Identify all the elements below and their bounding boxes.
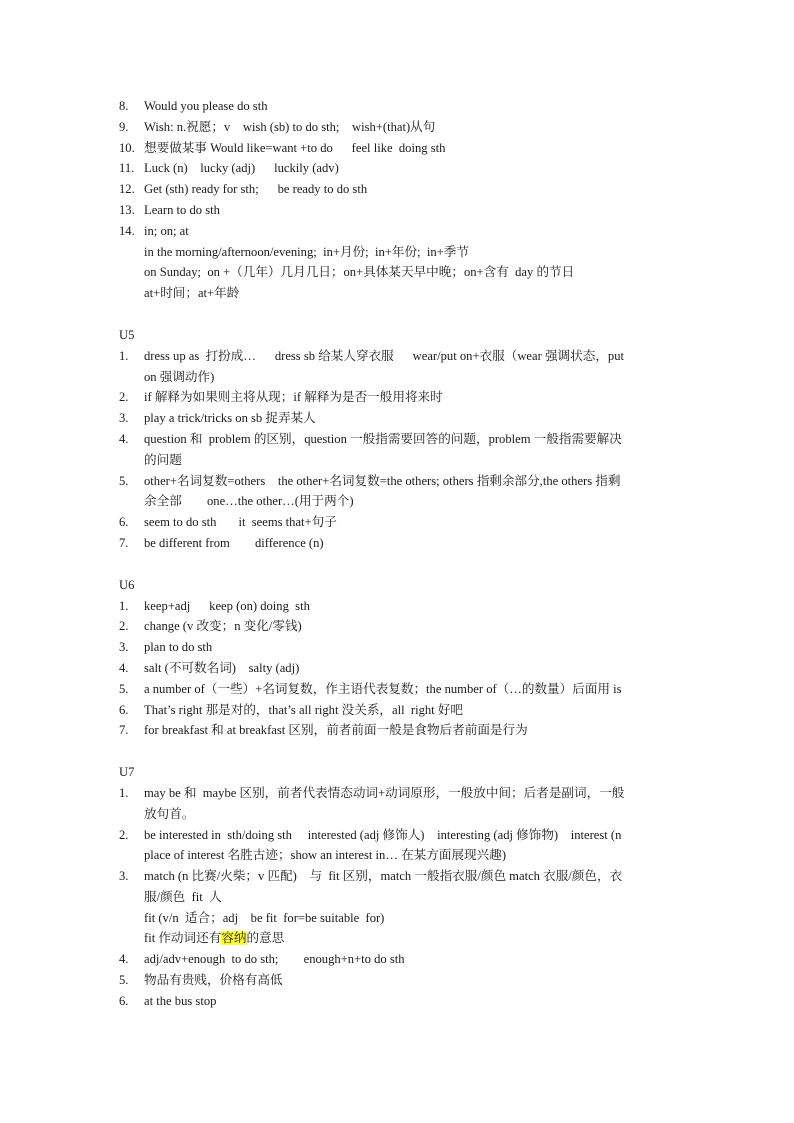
item-text-line: Get (sth) ready for sth; be ready to do sth	[144, 182, 368, 197]
list-item	[0, 158, 794, 179]
section-heading: U6	[119, 577, 135, 592]
item-number: 2.	[119, 827, 129, 842]
item-text-line: 想要做某事 Would like=want +to do feel like doing sth	[144, 140, 446, 155]
item-text-line: plan to do sth	[144, 640, 213, 655]
list-item	[0, 117, 794, 138]
list-item	[0, 200, 794, 221]
document-page	[0, 96, 794, 1012]
item-text-line: 的问题	[144, 452, 182, 467]
item-number: 5.	[119, 681, 129, 696]
list-item	[0, 825, 794, 867]
item-text-line: in; on; at	[144, 223, 189, 238]
item-text-line: Would you please do sth	[144, 99, 268, 113]
item-number: 9.	[119, 119, 129, 134]
list-item	[0, 533, 794, 554]
item-number: 3.	[119, 411, 129, 426]
item-text-line: match (n 比赛/火柴；v 匹配) 与 fit 区别，match 一般指衣服/颜色 match 衣服/颜色，衣	[144, 869, 623, 884]
item-text-line: keep+adj keep (on) doing sth	[144, 598, 310, 613]
list-item	[0, 658, 794, 679]
item-text-line: place of interest 名胜古迹；show an interest in… 在某方面展现兴趣)	[144, 848, 507, 863]
item-number: 6.	[119, 702, 129, 717]
item-text-fragment: 的意思	[246, 931, 285, 946]
item-list	[0, 596, 794, 742]
list-item	[0, 949, 794, 970]
item-number: 14.	[119, 223, 135, 238]
highlighted-text: 容纳	[221, 931, 247, 946]
item-text-line: on Sunday; on +（几年）几月几日；on+具体某天早中晚；on+含有 day 的节日	[144, 265, 575, 280]
item-text-line: at the bus stop	[144, 993, 217, 1008]
section-u5	[0, 325, 794, 554]
item-text-line: be interested in sth/doing sth interested (adj 修饰人) interesting (adj 修饰物) interest (n	[144, 827, 622, 842]
item-number: 12.	[119, 182, 135, 197]
item-text-line: Wish: n.祝愿；v wish (sb) to do sth; wish+(that)从句	[144, 119, 436, 134]
item-number: 10.	[119, 140, 135, 155]
list-item	[0, 471, 794, 513]
item-text-line: other+名词复数=others the other+名词复数=the others; others 指剩余部分,the others 指剩	[144, 473, 621, 488]
item-text-line: That’s right 那是对的，that’s all right 没关系，all right 好吧	[144, 702, 464, 717]
list-item	[0, 637, 794, 658]
section-intro	[0, 96, 794, 304]
list-item	[0, 429, 794, 471]
item-number: 2.	[119, 619, 129, 634]
list-item	[0, 387, 794, 408]
item-text-line: salt (不可数名词) salty (adj)	[144, 660, 300, 675]
item-number: 8.	[119, 99, 129, 113]
list-item	[0, 138, 794, 159]
item-number: 11.	[119, 161, 135, 176]
item-number: 3.	[119, 640, 129, 655]
item-text-line: for breakfast 和 at breakfast 区别，前者前面一般是食物后者前面是行为	[144, 723, 528, 738]
item-number: 13.	[119, 202, 135, 217]
list-item	[0, 700, 794, 721]
item-text-line: 放句首。	[144, 806, 195, 821]
item-number: 7.	[119, 535, 129, 550]
list-item	[0, 408, 794, 429]
item-text-line: if 解释为如果则主将从现；if 解释为是否一般用将来时	[144, 390, 443, 405]
list-item	[0, 970, 794, 991]
list-item	[0, 783, 794, 825]
item-number: 7.	[119, 723, 129, 738]
item-text-line: change (v 改变；n 变化/零钱)	[144, 619, 302, 634]
item-text-line: fit (v/n 适合；adj be fit for=be suitable for)	[144, 910, 385, 925]
item-text-line: play a trick/tricks on sb 捉弄某人	[144, 411, 316, 426]
list-item	[0, 512, 794, 533]
item-number: 5.	[119, 473, 129, 488]
item-number: 4.	[119, 952, 129, 967]
item-text-line: a number of（一些）+名词复数，作主语代表复数；the number of（…的数量）后面用 is	[144, 681, 622, 696]
list-item	[0, 346, 794, 388]
item-text-line: 余全部 one…the other…(用于两个)	[144, 494, 354, 509]
item-number: 4.	[119, 431, 129, 446]
list-item	[0, 866, 794, 949]
section-heading: U7	[119, 765, 135, 780]
item-text-line: 物品有贵贱，价格有高低	[144, 973, 283, 988]
list-item	[0, 679, 794, 700]
list-item	[0, 991, 794, 1012]
item-text-line: dress up as 打扮成… dress sb 给某人穿衣服 wear/put on+衣服（wear 强调状态，put	[144, 348, 625, 363]
item-number: 2.	[119, 390, 129, 405]
item-text-line: be different from difference (n)	[144, 535, 324, 550]
list-item	[0, 720, 794, 741]
item-number: 5.	[119, 973, 129, 988]
item-number: 3.	[119, 869, 129, 884]
list-item	[0, 179, 794, 200]
item-text-line: in the morning/afternoon/evening; in+月份; in+年份; in+季节	[144, 244, 469, 259]
list-item	[0, 221, 794, 304]
item-list	[0, 783, 794, 1012]
item-text-line	[144, 928, 675, 949]
item-text-line: seem to do sth it seems that+句子	[144, 515, 337, 530]
section-u7	[0, 762, 794, 1012]
item-list	[0, 346, 794, 554]
item-number: 1.	[119, 348, 129, 363]
item-text-line: question 和 problem 的区别，question 一般指需要回答的问题，problem 一般指需要解决	[144, 431, 622, 446]
item-text-line: on 强调动作)	[144, 369, 215, 384]
item-number: 1.	[119, 785, 129, 800]
item-number: 6.	[119, 993, 129, 1008]
list-item	[0, 596, 794, 617]
item-text-line: at+时间；at+年龄	[144, 286, 240, 301]
list-item	[0, 616, 794, 637]
item-text-line: Luck (n) lucky (adj) luckily (adv)	[144, 161, 339, 176]
item-list	[0, 96, 794, 304]
list-item	[0, 96, 794, 117]
item-text-line: 服/颜色 fit 人	[144, 889, 222, 904]
item-text-line: Learn to do sth	[144, 202, 220, 217]
item-text-fragment: fit 作动词还有	[144, 931, 222, 946]
item-number: 6.	[119, 515, 129, 530]
item-number: 4.	[119, 660, 129, 675]
section-heading: U5	[119, 327, 135, 342]
section-u6	[0, 575, 794, 741]
item-text-line: adj/adv+enough to do sth; enough+n+to do sth	[144, 952, 405, 967]
item-number: 1.	[119, 598, 129, 613]
item-text-line: may be 和 maybe 区别，前者代表情态动词+动词原形，一般放中间；后者是副词，一般	[144, 785, 625, 800]
